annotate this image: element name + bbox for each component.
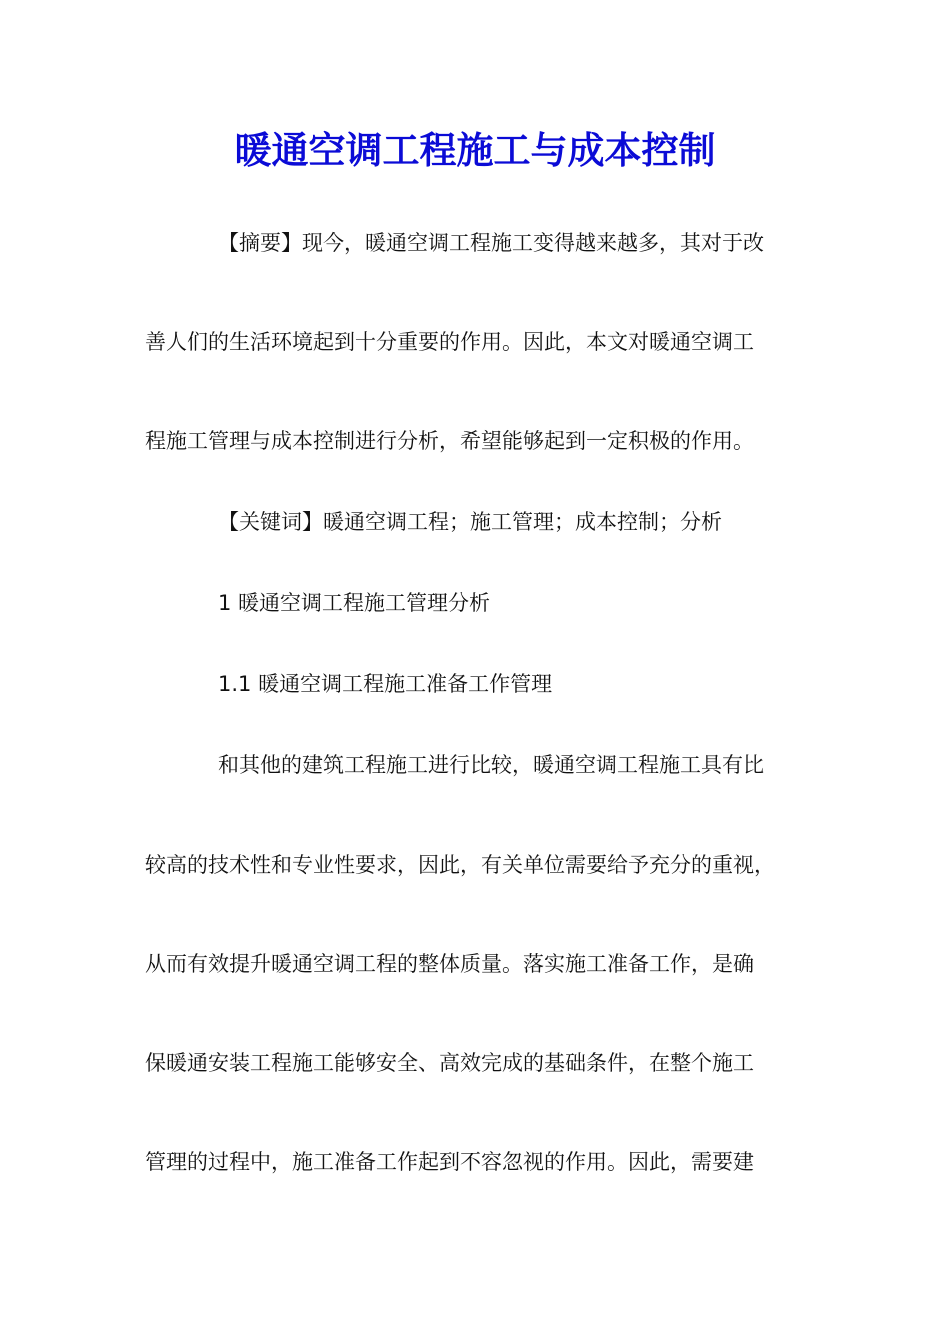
paragraph-line-4: 保暖通安装工程施工能够安全、高效完成的基础条件，在整个施工 — [145, 1051, 754, 1075]
paragraph-line-2: 较高的技术性和专业性要求，因此，有关单位需要给予充分的重视， — [145, 853, 775, 877]
abstract-line-1: 【摘要】现今，暖通空调工程施工变得越来越多，其对于改 — [218, 231, 764, 255]
keywords-line: 【关键词】暖通空调工程；施工管理；成本控制；分析 — [218, 510, 722, 534]
section-heading-1: 1 暖通空调工程施工管理分析 — [218, 591, 491, 615]
paragraph-line-1: 和其他的建筑工程施工进行比较，暖通空调工程施工具有比 — [218, 753, 764, 777]
abstract-line-3: 程施工管理与成本控制进行分析，希望能够起到一定积极的作用。 — [145, 429, 754, 453]
document-title: 暖通空调工程施工与成本控制 — [234, 128, 716, 172]
abstract-line-2: 善人们的生活环境起到十分重要的作用。因此，本文对暖通空调工 — [145, 330, 754, 354]
paragraph-line-3: 从而有效提升暖通空调工程的整体质量。落实施工准备工作，是确 — [145, 952, 754, 976]
paragraph-line-5: 管理的过程中，施工准备工作起到不容忽视的作用。因此，需要建 — [145, 1150, 754, 1174]
subsection-heading-1-1: 1.1 暖通空调工程施工准备工作管理 — [218, 672, 553, 696]
